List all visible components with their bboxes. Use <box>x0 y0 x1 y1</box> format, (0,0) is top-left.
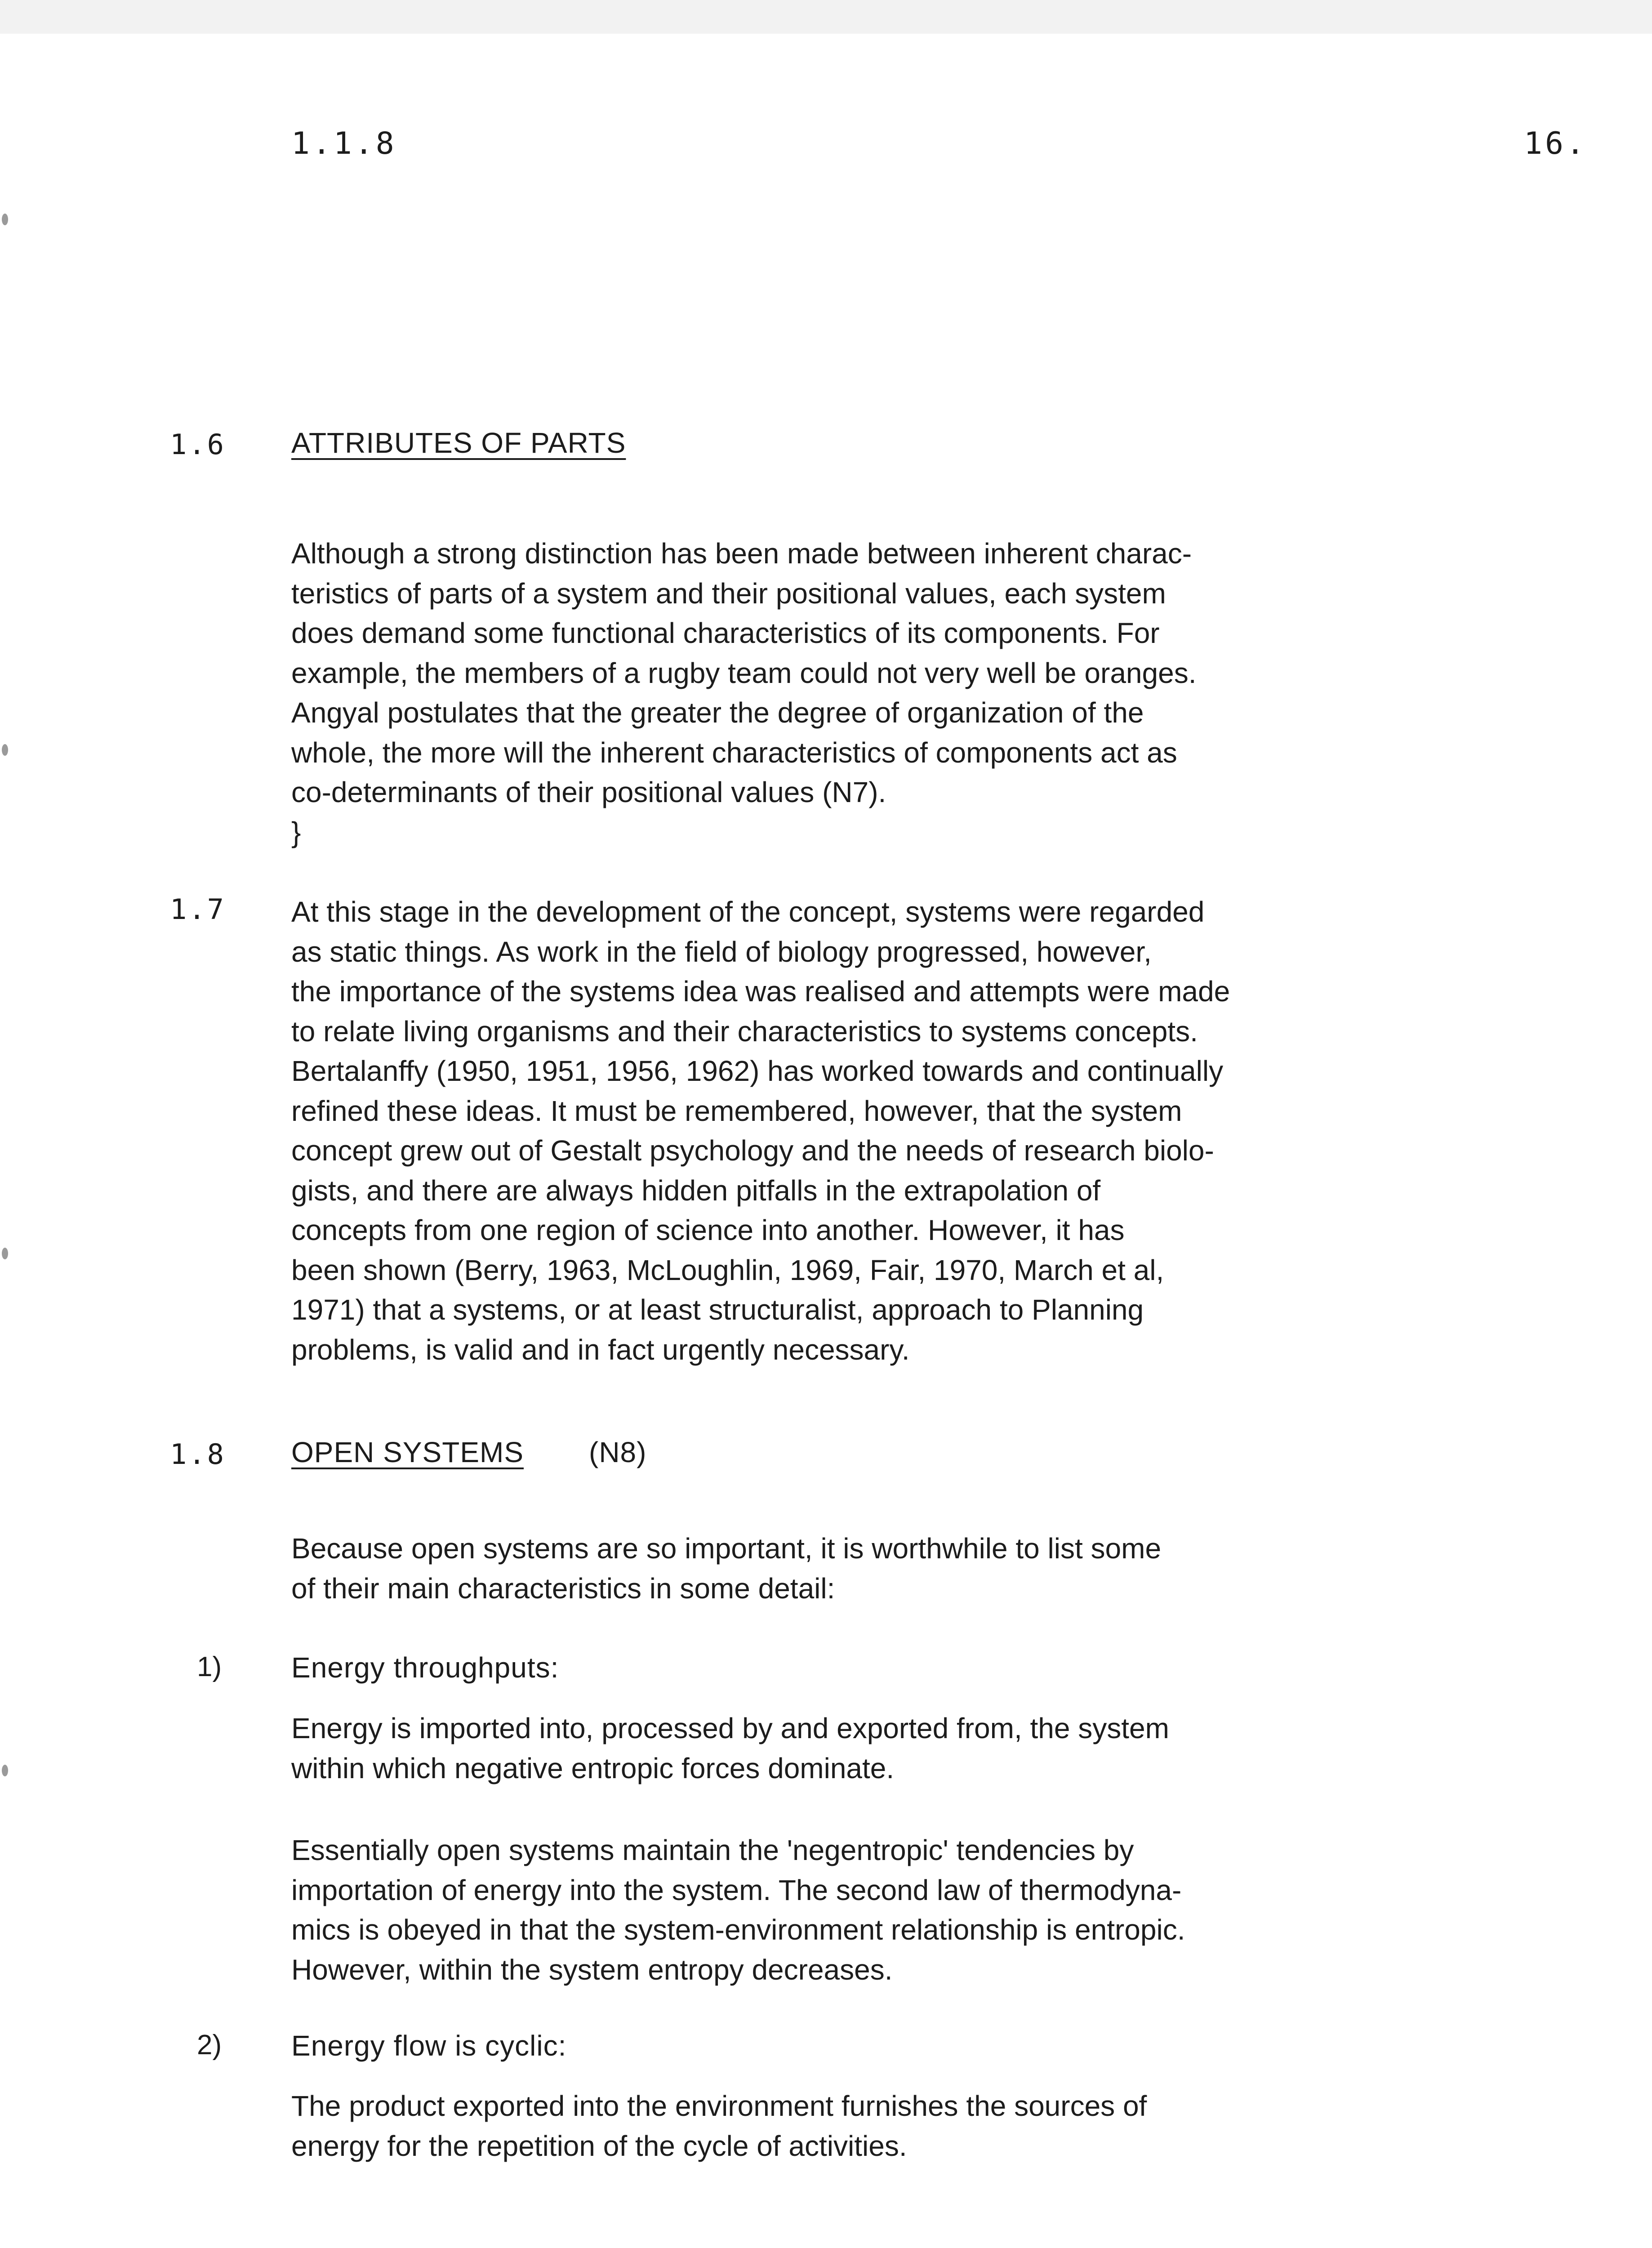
text-line: importation of energy into the system. The second law of thermodyna- <box>291 1873 1182 1906</box>
text-line: concept grew out of Gestalt psychology and the needs of research biolo- <box>291 1134 1214 1167</box>
text-line: energy for the repetition of the cycle of activities. <box>291 2129 907 2162</box>
text-line: whole, the more will the inherent characteristics of components act as <box>291 736 1177 769</box>
section-number-1-8: 1.8 <box>170 1438 226 1471</box>
list-item-number: 1) <box>197 1651 222 1682</box>
text-line: The product exported into the environment furnishes the sources of <box>291 2090 1147 2122</box>
page-number: 16. <box>1524 126 1587 161</box>
text-line: concepts from one region of science into another. However, it has <box>291 1214 1125 1246</box>
section-number-1-6: 1.6 <box>170 428 226 461</box>
text-line: Angyal postulates that the greater the degree of organization of the <box>291 696 1144 729</box>
text-line: example, the members of a rugby team could not very well be oranges. <box>291 656 1197 689</box>
list-item-paragraph <box>291 1708 1169 1788</box>
text-line: within which negative entropic forces dominate. <box>291 1752 895 1784</box>
text-line: teristics of parts of a system and their positional values, each system <box>291 577 1166 610</box>
header-section-ref: 1.1.8 <box>291 126 397 161</box>
text-line: Because open systems are so important, it is worthwhile to list some <box>291 1532 1162 1565</box>
scan-mark <box>2 1248 8 1259</box>
list-item-heading: Energy throughputs: <box>291 1651 559 1684</box>
section-title-attributes-of-parts: ATTRIBUTES OF PARTS <box>291 427 626 459</box>
text-line: problems, is valid and in fact urgently necessary. <box>291 1333 910 1366</box>
section-note-reference: (N8) <box>589 1436 647 1468</box>
text-line: However, within the system entropy decreases. <box>291 1953 893 1986</box>
text-line: Essentially open systems maintain the 'negentropic' tendencies by <box>291 1834 1134 1866</box>
text-line: does demand some functional characteristics of its components. For <box>291 617 1160 649</box>
text-line: refined these ideas. It must be remembered, however, that the system <box>291 1094 1182 1127</box>
list-item-number: 2) <box>197 2029 222 2061</box>
list-item-heading: Energy flow is cyclic: <box>291 2029 567 2062</box>
text-line: the importance of the systems idea was realised and attempts were made <box>291 975 1230 1008</box>
text-line: been shown (Berry, 1963, McLoughlin, 1969, Fair, 1970, March et al, <box>291 1253 1164 1286</box>
list-item-paragraph <box>291 1830 1185 1989</box>
document-page <box>0 34 1652 2248</box>
section-title-open-systems: OPEN SYSTEMS <box>291 1436 524 1468</box>
text-line: mics is obeyed in that the system-environment relationship is entropic. <box>291 1913 1185 1946</box>
text-line: Bertalanffy (1950, 1951, 1956, 1962) has worked towards and continually <box>291 1055 1224 1087</box>
section-1-6-paragraph: Although a strong distinction has been made between inherent charac- teristics of parts of a system and their positional values, each system does demand some functional characteristics of its components. For example, the members of a rugby team could not very well be oranges. Angyal postulates that the greater the degree of organization of the whole, the more will the inherent characteristics of components act as co-determinants of their positional values (N7). } <box>291 534 1196 852</box>
text-line: 1971) that a systems, or at least structuralist, approach to Planning <box>291 1293 1144 1326</box>
text-line: as static things. As work in the field of biology progressed, however, <box>291 935 1152 968</box>
text-line: co-determinants of their positional values (N7). <box>291 776 886 808</box>
section-number-1-7: 1.7 <box>170 893 226 926</box>
scan-mark <box>2 1765 8 1776</box>
text-line: of their main characteristics in some detail: <box>291 1572 835 1605</box>
section-1-7-paragraph <box>291 892 1230 1369</box>
list-item-paragraph <box>291 2086 1147 2166</box>
scan-mark <box>2 744 8 756</box>
scan-mark <box>2 214 8 225</box>
text-line: Although a strong distinction has been made between inherent charac- <box>291 537 1192 570</box>
text-line: Energy is imported into, processed by and exported from, the system <box>291 1712 1169 1744</box>
section-1-8-intro <box>291 1529 1161 1608</box>
text-line: to relate living organisms and their characteristics to systems concepts. <box>291 1015 1198 1048</box>
text-line: At this stage in the development of the concept, systems were regarded <box>291 896 1205 928</box>
text-line: gists, and there are always hidden pitfalls in the extrapolation of <box>291 1174 1101 1207</box>
